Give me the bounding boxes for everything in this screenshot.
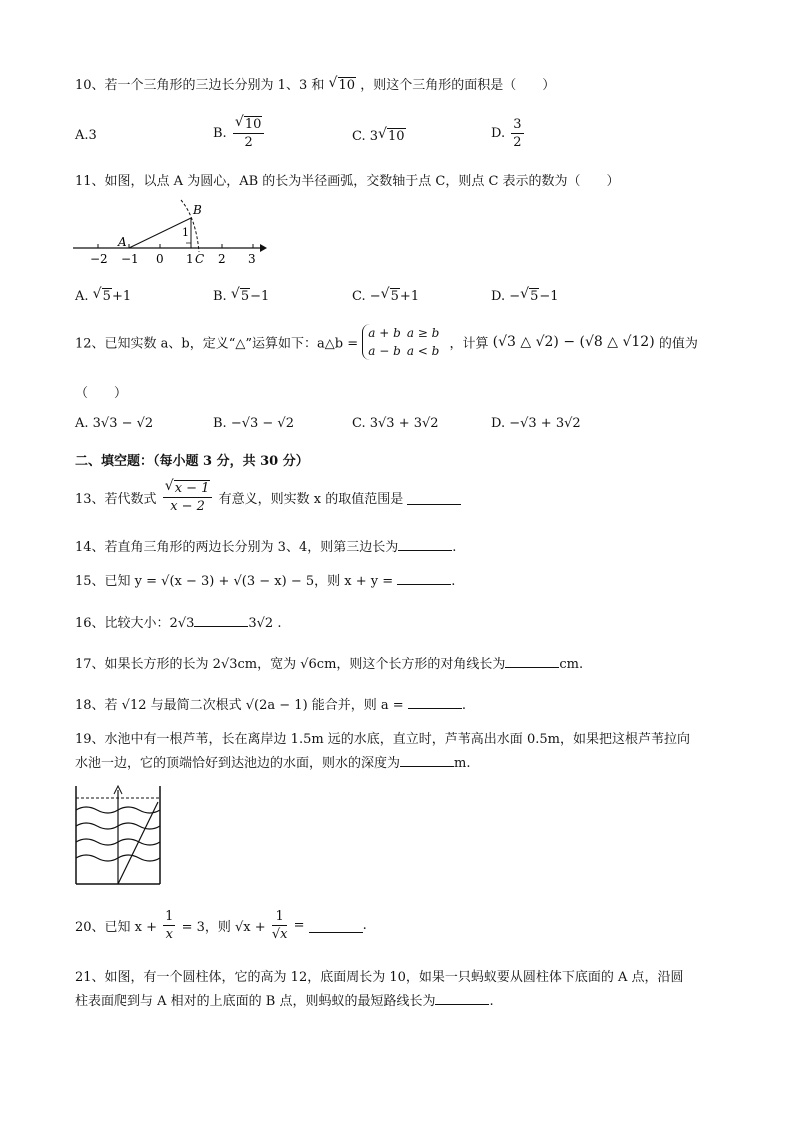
q11-number-line-figure <box>70 196 270 268</box>
q19-pond-reed-figure <box>72 780 166 890</box>
question-14: 14、若直角三角形的两边长分别为 3、4，则第三边长为 . <box>75 536 456 555</box>
q14-answer-blank[interactable] <box>398 536 452 551</box>
q10-option-c: C. 3√ 10 <box>352 128 406 144</box>
q12-expression: (√3 △ √2) − (√8 △ √12) <box>492 334 655 350</box>
q10-radical: √ 10 <box>329 77 357 93</box>
q11-tick: 3 <box>248 252 256 266</box>
q12-option-d: D. −√3 + 3√2 <box>491 416 581 431</box>
question-19-line-1: 19、水池中有一根芦苇，长在离岸边 1.5m 远的水底，直立时，芦苇高出水面 0.5m，如果把这根芦苇拉向 <box>75 732 690 747</box>
q11-option-c: C. −√ 5+1 <box>352 288 419 304</box>
question-20: 20、已知 x + $\frac{1}{x}$ = 3，则 √x + $\frac{1}{√x}$ = . <box>75 909 367 942</box>
q12-answer-paren: （ ） <box>75 386 128 401</box>
q18-answer-blank[interactable] <box>408 694 462 709</box>
q17-answer-blank[interactable] <box>505 653 559 668</box>
q11-label-a: A <box>118 235 127 249</box>
q11-label-c: C <box>195 252 205 266</box>
q12-piecewise-definition: a + b a ≥ b a − b a < b <box>362 324 445 360</box>
q11-option-d: D. −√ 5−1 <box>491 288 559 304</box>
question-11: 11、如图，以点 A 为圆心，AB 的长为半径画弧，交数轴于点 C，则点 C 表示的数为（ ） <box>75 174 620 189</box>
q12-option-c: C. 3√3 + 3√2 <box>352 416 439 431</box>
q10-text-a: 10、若一个三角形的三边长分别为 1、3 和 <box>75 78 325 93</box>
q11-tick: 2 <box>218 252 226 266</box>
question-13: 13、若代数式 √ $\frac{x - 1}{x - 2}$ 有意义，则实数 x 的取值范围是 <box>75 480 461 515</box>
q10-option-d: D. $\frac{3}{2}$ <box>491 117 522 150</box>
q10-text-b: ，则这个三角形的面积是（ ） <box>360 78 556 93</box>
question-12: 12、已知实数 a、b，定义“△”运算如下：a△b = a + b a ≥ b a − b a < b ，计算 (√3 △ √2) − (√8 △ √12) 的值为 <box>75 326 698 358</box>
q11-tick: 1 <box>186 252 194 266</box>
question-10 <box>75 74 555 93</box>
q11-tick: 0 <box>156 252 164 266</box>
q20-answer-blank[interactable] <box>309 918 363 933</box>
q11-option-a: A. √ 5+1 <box>75 288 131 304</box>
q10-option-a: A.3 <box>75 128 97 143</box>
q15-answer-blank[interactable] <box>397 570 451 585</box>
question-21-line-1: 21、如图，有一个圆柱体，它的高为 12，底面周长为 10，如果一只蚂蚁要从圆柱体下底面的 A 点，沿圆 <box>75 970 684 985</box>
q13-answer-blank[interactable] <box>407 490 461 505</box>
q11-tick: −2 <box>90 252 108 266</box>
q19-answer-blank[interactable] <box>400 752 454 767</box>
question-17: 17、如果长方形的长为 2√3cm，宽为 √6cm，则这个长方形的对角线长为 cm. <box>75 653 583 672</box>
q11-label-b: B <box>193 203 202 217</box>
q11-tick: −1 <box>121 252 139 266</box>
section-2-heading: 二、填空题：（每小题 3 分，共 30 分） <box>75 454 309 469</box>
question-18: 18、若 √12 与最简二次根式 √(2a − 1) 能合并，则 a = . <box>75 694 466 713</box>
question-19-line-2: 水池一边，它的顶端恰好到达池边的水面，则水的深度为 m. <box>75 752 470 771</box>
q16-answer-blank[interactable] <box>194 612 248 627</box>
question-15: 15、已知 y = √(x − 3) + √(3 − x) − 5，则 x + y = . <box>75 570 455 589</box>
q21-answer-blank[interactable] <box>435 990 489 1005</box>
question-21-line-2: 柱表面爬到与 A 相对的上底面的 B 点，则蚂蚁的最短路线长为 . <box>75 990 494 1009</box>
q12-option-a: A. 3√3 − √2 <box>75 416 154 431</box>
q11-option-b: B. √ 5−1 <box>213 288 269 304</box>
q11-label-one: 1 <box>182 226 189 239</box>
q10-option-b: B. √ $\frac{10}{2}$ <box>213 116 266 151</box>
q12-option-b: B. −√3 − √2 <box>213 416 294 431</box>
question-16: 16、比较大小：2√3 3√2 . <box>75 612 281 631</box>
